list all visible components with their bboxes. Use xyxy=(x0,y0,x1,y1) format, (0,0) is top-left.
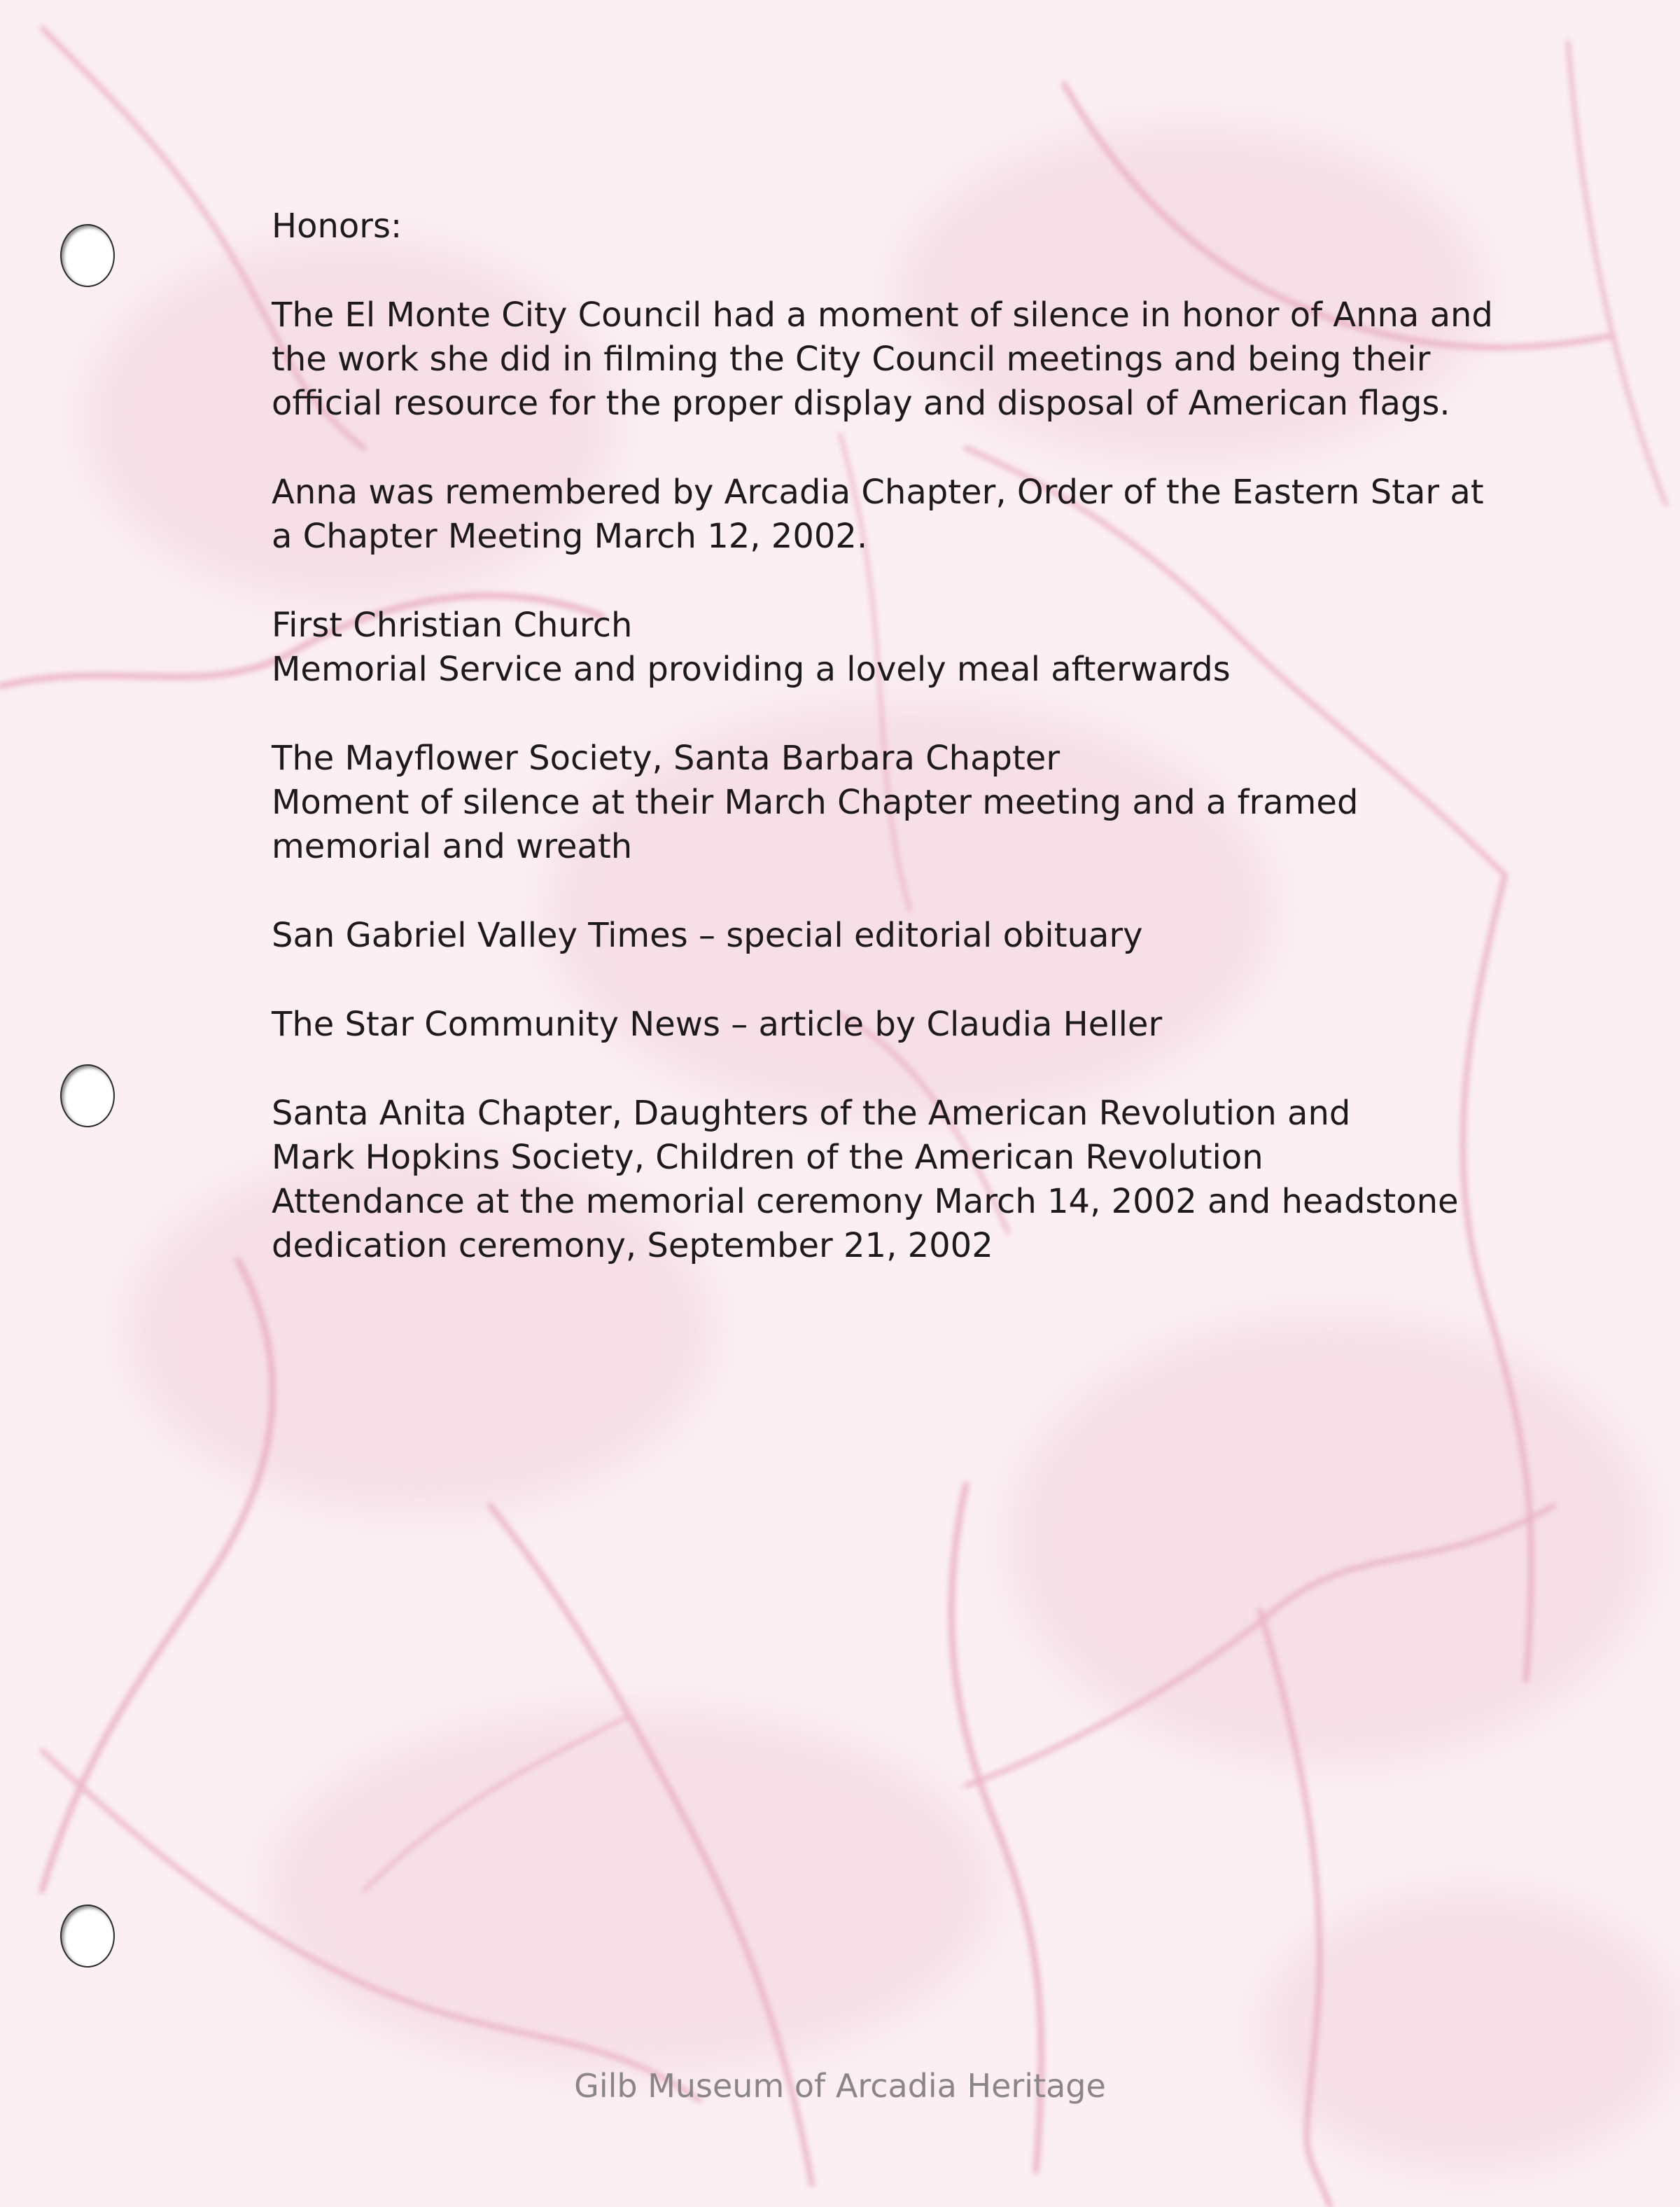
dar-detail: Attendance at the memorial ceremony March 14, 2002 and headstone dedication ceremony, September 21, 2002 xyxy=(272,1182,1459,1265)
dar-line-1: Santa Anita Chapter, Daughters of the American Revolution and xyxy=(272,1094,1351,1133)
binder-hole xyxy=(62,1906,113,1966)
entry-sgv-times xyxy=(272,914,1504,958)
binder-hole xyxy=(62,225,113,286)
sgv-times-line: San Gabriel Valley Times – special editorial obituary xyxy=(272,916,1143,955)
entry-mayflower-society xyxy=(272,737,1504,869)
honors-heading: Honors: xyxy=(272,207,402,246)
binder-hole xyxy=(62,1066,113,1126)
entry-first-christian-church xyxy=(272,604,1504,692)
church-detail: Memorial Service and providing a lovely meal afterwards xyxy=(272,650,1231,689)
mayflower-detail: Moment of silence at their March Chapter meeting and a framed memorial and wreath xyxy=(272,783,1359,866)
council-paragraph: The El Monte City Council had a moment of silence in honor of Anna and the work she did in filming the City Council meetings and being their official resource for the proper display and disposal of American flags. xyxy=(272,295,1493,423)
entry-eastern-star xyxy=(272,471,1504,559)
star-news-line: The Star Community News – article by Claudia Heller xyxy=(272,1005,1163,1044)
church-name: First Christian Church xyxy=(272,606,633,645)
eastern-star-paragraph: Anna was remembered by Arcadia Chapter, Order of the Eastern Star at a Chapter Meeting March 12, 2002. xyxy=(272,473,1484,556)
dar-line-2: Mark Hopkins Society, Children of the American Revolution xyxy=(272,1138,1264,1177)
entry-city-council xyxy=(272,293,1504,426)
entry-dar xyxy=(272,1092,1504,1268)
museum-watermark: Gilb Museum of Arcadia Heritage xyxy=(574,2067,1106,2105)
mayflower-name: The Mayflower Society, Santa Barbara Chapter xyxy=(272,739,1060,778)
document-body xyxy=(272,204,1504,1313)
entry-star-community-news xyxy=(272,1003,1504,1047)
